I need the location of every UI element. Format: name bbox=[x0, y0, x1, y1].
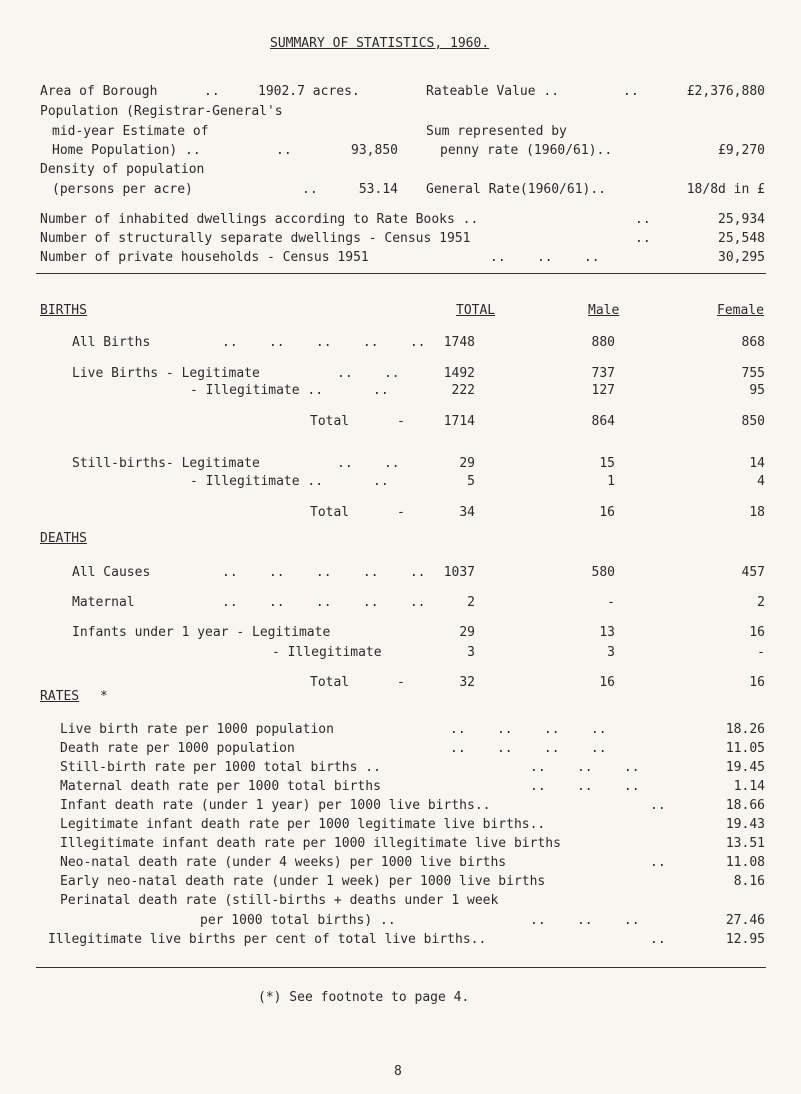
cell-total: 29 bbox=[459, 625, 475, 640]
col-total-header: TOTAL bbox=[456, 303, 496, 318]
rate-dots: .. .. .. .. bbox=[450, 741, 607, 756]
cell-female: 16 bbox=[749, 625, 765, 640]
live-births-legitimate-label: Live Births - Legitimate bbox=[72, 366, 260, 381]
rate-label: Maternal death rate per 1000 total births bbox=[60, 779, 381, 794]
still-births-total-label: Total bbox=[310, 505, 350, 520]
all-births-dots: .. .. .. .. .. bbox=[222, 335, 426, 350]
rate-label: Perinatal death rate (still-births + deaths under 1 week bbox=[60, 893, 499, 908]
infants-illegitimate-label: - Illegitimate bbox=[272, 645, 382, 660]
density-label-1: Density of population bbox=[40, 162, 205, 177]
still-births-illegitimate-dots: .. bbox=[373, 474, 389, 489]
rate-value: 19.43 bbox=[725, 817, 765, 832]
still-births-illegitimate-label: - Illegitimate .. bbox=[190, 474, 324, 489]
cell-female: 4 bbox=[757, 474, 765, 489]
rate-label: per 1000 total births) .. bbox=[200, 913, 396, 928]
live-births-illegitimate-label: - Illegitimate .. bbox=[190, 383, 324, 398]
dwellings-label: Number of private households - Census 1951 bbox=[40, 250, 369, 265]
cell-male: 1 bbox=[607, 474, 615, 489]
rate-value: 13.51 bbox=[725, 836, 765, 851]
cell-female: 95 bbox=[749, 383, 765, 398]
dwellings-dots: .. bbox=[635, 212, 651, 227]
cell-male: 880 bbox=[591, 335, 615, 350]
rate-dots: .. bbox=[650, 855, 666, 870]
rate-dots: .. bbox=[650, 932, 666, 947]
rate-label: Legitimate infant death rate per 1000 legitimate live births.. bbox=[60, 817, 546, 832]
rate-value: 11.05 bbox=[725, 741, 765, 756]
page-number: 8 bbox=[394, 1064, 402, 1079]
col-male-header: Male bbox=[588, 303, 620, 318]
live-births-total-label: Total bbox=[310, 414, 350, 429]
cell-female: 755 bbox=[741, 366, 765, 381]
rate-label: Death rate per 1000 population bbox=[60, 741, 295, 756]
cell-female: 18 bbox=[749, 505, 765, 520]
general-rate-value: 18/8d in £ bbox=[686, 182, 765, 197]
dwellings-value: 25,548 bbox=[718, 231, 765, 246]
penny-value: £9,270 bbox=[718, 143, 765, 158]
divider bbox=[36, 967, 766, 968]
col-female-header: Female bbox=[717, 303, 764, 318]
rateable-label: Rateable Value .. bbox=[426, 84, 560, 99]
rateable-dots: .. bbox=[623, 84, 639, 99]
rate-label: Infant death rate (under 1 year) per 1000 live births.. bbox=[60, 798, 491, 813]
population-label-1: Population (Registrar-General's bbox=[40, 104, 283, 119]
cell-total: 2 bbox=[467, 595, 475, 610]
population-label-2: mid-year Estimate of bbox=[52, 124, 209, 139]
rates-heading: RATES bbox=[40, 689, 80, 704]
cell-female: 2 bbox=[757, 595, 765, 610]
rate-dots: .. bbox=[650, 798, 666, 813]
live-births-illegitimate-dots: .. bbox=[373, 383, 389, 398]
cell-female: 14 bbox=[749, 456, 765, 471]
rate-value: 11.08 bbox=[725, 855, 765, 870]
cell-total: 32 bbox=[459, 675, 475, 690]
cell-male: - bbox=[607, 595, 615, 610]
dwellings-label: Number of structurally separate dwellings - Census 1951 bbox=[40, 231, 471, 246]
all-births-label: All Births bbox=[72, 335, 151, 350]
deaths-total-label: Total bbox=[310, 675, 350, 690]
still-births-legitimate-dots: .. .. bbox=[337, 456, 400, 471]
cell-male: 16 bbox=[599, 505, 615, 520]
penny-label-2: penny rate (1960/61).. bbox=[440, 143, 613, 158]
cell-total: 1492 bbox=[443, 366, 475, 381]
rate-value: 27.46 bbox=[725, 913, 765, 928]
rate-value: 1.14 bbox=[733, 779, 765, 794]
population-label-3: Home Population) .. bbox=[52, 143, 201, 158]
cell-male: 737 bbox=[591, 366, 615, 381]
total-dash: - bbox=[397, 505, 405, 520]
cell-total: 1714 bbox=[443, 414, 475, 429]
total-dash: - bbox=[397, 414, 405, 429]
cell-total: 3 bbox=[467, 645, 475, 660]
population-dots: .. bbox=[276, 143, 292, 158]
dwellings-value: 25,934 bbox=[718, 212, 765, 227]
rate-value: 18.66 bbox=[725, 798, 765, 813]
area-label: Area of Borough bbox=[40, 84, 158, 99]
rate-label: Live birth rate per 1000 population bbox=[60, 722, 334, 737]
dwellings-dots: .. .. .. bbox=[490, 250, 600, 265]
rate-value: 12.95 bbox=[725, 932, 765, 947]
cell-total: 34 bbox=[459, 505, 475, 520]
live-births-legitimate-dots: .. .. bbox=[337, 366, 400, 381]
density-label-2: (persons per acre) bbox=[52, 182, 193, 197]
rates-footnote-marker: * bbox=[100, 689, 108, 704]
rateable-value: £2,376,880 bbox=[686, 84, 765, 99]
cell-female: 868 bbox=[741, 335, 765, 350]
general-rate-label: General Rate(1960/61).. bbox=[426, 182, 607, 197]
dwellings-dots: .. bbox=[635, 231, 651, 246]
cell-total: 29 bbox=[459, 456, 475, 471]
maternal-label: Maternal bbox=[72, 595, 135, 610]
all-causes-dots: .. .. .. .. .. bbox=[222, 565, 426, 580]
area-value: 1902.7 acres. bbox=[258, 84, 360, 99]
footnote: (*) See footnote to page 4. bbox=[258, 990, 470, 1005]
rate-label: Early neo-natal death rate (under 1 week) per 1000 live births bbox=[60, 874, 546, 889]
divider bbox=[36, 273, 766, 274]
area-dots: .. bbox=[204, 84, 220, 99]
rate-dots: .. .. .. bbox=[530, 913, 640, 928]
dwellings-label: Number of inhabited dwellings according to Rate Books .. bbox=[40, 212, 479, 227]
penny-label-1: Sum represented by bbox=[426, 124, 567, 139]
all-causes-label: All Causes bbox=[72, 565, 151, 580]
deaths-heading: DEATHS bbox=[40, 531, 87, 546]
maternal-dots: .. .. .. .. .. bbox=[222, 595, 426, 610]
cell-female: 850 bbox=[741, 414, 765, 429]
density-dots: .. bbox=[302, 182, 318, 197]
cell-male: 864 bbox=[591, 414, 615, 429]
births-heading: BIRTHS bbox=[40, 303, 87, 318]
page-title: SUMMARY OF STATISTICS, 1960. bbox=[270, 36, 490, 51]
rate-label: Still-birth rate per 1000 total births .. bbox=[60, 760, 381, 775]
cell-male: 15 bbox=[599, 456, 615, 471]
cell-male: 127 bbox=[591, 383, 615, 398]
rate-dots: .. .. .. bbox=[530, 779, 640, 794]
rate-label: Neo-natal death rate (under 4 weeks) per 1000 live births bbox=[60, 855, 507, 870]
dwellings-value: 30,295 bbox=[718, 250, 765, 265]
total-dash: - bbox=[397, 675, 405, 690]
rate-dots: .. .. .. .. bbox=[450, 722, 607, 737]
cell-total: 1748 bbox=[443, 335, 475, 350]
cell-male: 16 bbox=[599, 675, 615, 690]
cell-total: 222 bbox=[451, 383, 475, 398]
rate-value: 19.45 bbox=[725, 760, 765, 775]
population-value: 93,850 bbox=[351, 143, 398, 158]
cell-total: 5 bbox=[467, 474, 475, 489]
rate-label: Illegitimate infant death rate per 1000 illegitimate live births bbox=[60, 836, 561, 851]
rate-value: 18.26 bbox=[725, 722, 765, 737]
cell-total: 1037 bbox=[443, 565, 475, 580]
cell-female: 457 bbox=[741, 565, 765, 580]
cell-male: 580 bbox=[591, 565, 615, 580]
cell-male: 13 bbox=[599, 625, 615, 640]
cell-female: 16 bbox=[749, 675, 765, 690]
density-value: 53.14 bbox=[358, 182, 398, 197]
rate-dots: .. .. .. bbox=[530, 760, 640, 775]
infants-legitimate-label: Infants under 1 year - Legitimate bbox=[72, 625, 331, 640]
rate-value: 8.16 bbox=[733, 874, 765, 889]
cell-female: - bbox=[757, 645, 765, 660]
still-births-legitimate-label: Still-births- Legitimate bbox=[72, 456, 260, 471]
rate-label: Illegitimate live births per cent of total live births.. bbox=[48, 932, 487, 947]
cell-male: 3 bbox=[607, 645, 615, 660]
